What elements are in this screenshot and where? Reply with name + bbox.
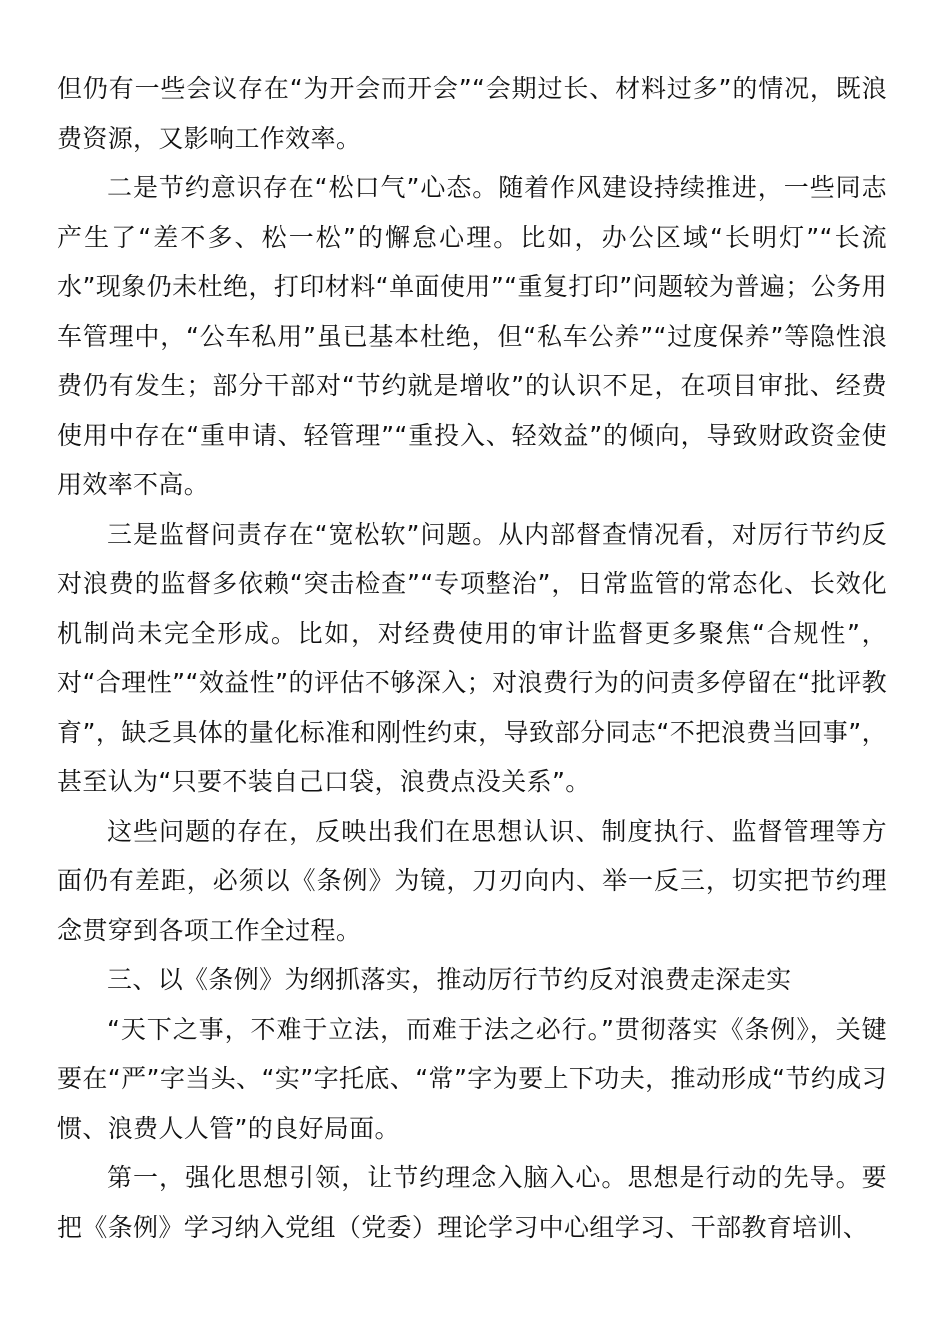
paragraph-first-measure: 第一，强化思想引领，让节约理念入脑入心。思想是行动的先导。要把《条例》学习纳入党组（党委）理论学习中心组学习、干部教育培训、	[57, 1163, 887, 1242]
document-page	[57, 64, 887, 1252]
paragraph-supervision-accountability: 三是监督问责存在“宽松软”问题。从内部督查情况看，对厉行节约反对浪费的监督多依赖“突击检查”“专项整治”，日常监管的常态化、长效化机制尚未完全形成。比如，对经费使用的审计监督更多聚焦“合规性”，对“合理性”“效益性”的评估不够深入；对浪费行为的问责多停留在“批评教育”，缺乏具体的量化标准和刚性约束，导致部分同志“不把浪费当回事”，甚至认为“只要不装自己口袋，浪费点没关系”。	[57, 519, 887, 796]
section-heading-implementation: 三、以《条例》为纲抓落实，推动厉行节约反对浪费走深走实	[107, 965, 792, 994]
paragraph-implementation-intro: “天下之事，不难于立法，而难于法之必行。”贯彻落实《条例》，关键要在“严”字当头、“实”字托底、“常”字为要上下功夫，推动形成“节约成习惯、浪费人人管”的良好局面。	[57, 1014, 887, 1143]
paragraph-problem-summary: 这些问题的存在，反映出我们在思想认识、制度执行、监督管理等方面仍有差距，必须以《条例》为镜，刀刃向内、举一反三，切实把节约理念贯穿到各项工作全过程。	[57, 816, 887, 945]
paragraph-meeting-waste: 但仍有一些会议存在“为开会而开会”“会期过长、材料过多”的情况，既浪费资源，又影响工作效率。	[57, 74, 887, 153]
paragraph-saving-awareness: 二是节约意识存在“松口气”心态。随着作风建设持续推进，一些同志产生了“差不多、松一松”的懈怠心理。比如，办公区域“长明灯”“长流水”现象仍未杜绝，打印材料“单面使用”“重复打印”问题较为普遍；公务用车管理中，“公车私用”虽已基本杜绝，但“私车公养”“过度保养”等隐性浪费仍有发生；部分干部对“节约就是增收”的认识不足，在项目审批、经费使用中存在“重申请、轻管理”“重投入、轻效益”的倾向，导致财政资金使用效率不高。	[57, 173, 887, 499]
